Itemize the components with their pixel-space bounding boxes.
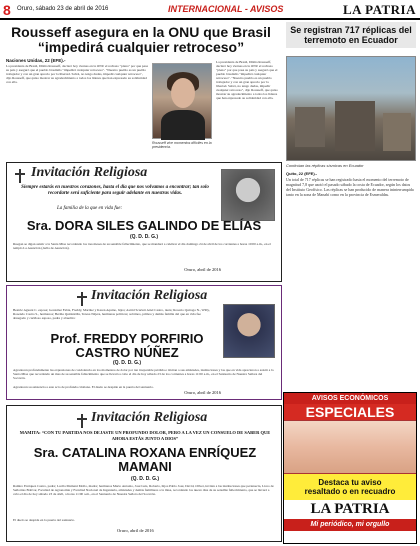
issue-date: Oruro, sábado 23 de abril de 2016	[17, 6, 109, 12]
notice-thanks: El duelo se despide en la puerta del santuario.	[13, 518, 76, 522]
notice-family: Beatriz Aguaré C. esposa; González Fabia, Freddy, Mariluz y Karen Aquino, hijos; Astrid Scarlett Ariel Castro, nieta; Rosario Quiroga N., Willy, Rosendo Castro S., hermanos; Bertha Quidantilla, Teresa Nájera, hermanas políticas; sobrinos, primos y demás familia del que en vida fue abnegado y cariñoso esposo, padre y abuelito:	[13, 308, 210, 320]
deceased-name: Prof. FREDDY PORFIRIO CASTRO NÚÑEZ	[50, 331, 204, 360]
obituary-notice-catalina	[6, 405, 282, 542]
qddg-label: (Q. D. D. G.)	[129, 234, 159, 240]
qddg-label: (Q. D. D. G.)	[130, 476, 160, 482]
notice-title: Invitación Religiosa	[91, 288, 208, 303]
main-photo-caption: Rousseff vive momentos difíciles en la presidencia.	[152, 141, 212, 149]
notice-body: Ramiro Enriquez Castro, padre; Lucila Mamani Mollo, madre; hermanos Mario Antonio, José Luis, Roberto, hijos Pablo José, David, Oliver, invitan a las instituciones que pertenecía, Liceo de Señoritas Bolívar, Facultad de Agronomía y Facultad Nacional de Ingeniería, amistades y demás familiares a la misa, recordando los nueve días de su sensible fallecimiento, que se llevará a cabo el día de hoy sábado 23 de abril, a horas 11:00 a.m., en el Santuario de Nuestra Señora del Socavón.	[13, 484, 274, 496]
side-body: Un total de 717 réplicas se han registrado hasta el momento del terremoto de magnitud 7,8 que azotó el pasado sábado la costa de Ecuador, según los datos del Instituto Geofísico. Las réplicas se han producido de manera ininterrumpida tanto en la zona de Manabí como en la provincia de Esmeraldas.	[286, 177, 414, 197]
side-article-header	[286, 22, 416, 48]
notice-sign: Oruro, abril de 2016	[117, 528, 154, 533]
page-number: 8	[3, 2, 11, 18]
cross-icon	[77, 292, 87, 306]
notice-title: Invitación Religiosa	[31, 165, 148, 180]
main-body-col1: La presidenta de Brasil, Dilma Rousseff, declaró hoy viernes en la ONU el rechazo "pleno" por que pasa su país y aseguró que el pueblo brasileño "impedirá cualquier retroceso". "Nuestro pueblo es un pueblo trabajador y con un gran aprecio por la libertad. Sabrá, no tengo dudas, impedir cualquier retroceso", dijo Rousseff, que quiso mostrar su agradecimiento a todos los líderes que han expresado su solidaridad con ella.	[6, 64, 148, 84]
notice-sign: Oruro, abril de 2016	[184, 267, 221, 272]
notice-thanks: Agradecen su asistencia a este acto de profunda cristiana. El duelo se despide en la puerta del santuario.	[13, 385, 154, 389]
side-headline: Se registran 717 réplicas del terremoto en Ecuador	[286, 22, 416, 48]
classifieds-ad	[283, 392, 417, 544]
deceased-name: Sra. CATALINA ROXANA ENRÍQUEZ MAMANI	[33, 445, 257, 474]
qddg-label: (Q. D. D. G.)	[112, 360, 142, 366]
main-headline: Rousseff asegura en la ONU que Brasil “impedirá cualquier retroceso”	[11, 24, 271, 55]
ad-title: ESPECIALES	[284, 404, 416, 420]
ad-logo: LA PATRIA	[284, 500, 416, 519]
page-header	[0, 0, 420, 20]
notice-quote: Siempre estarás en nuestros corazones, hasta el dia que nos volvamos a encontrar; tan solo recordarte será suficiente para seguir adelante en nuestras vidas.	[21, 185, 209, 196]
ad-promo-line2: resaltado o en recuadro	[284, 487, 416, 500]
earthquake-photo	[286, 56, 416, 161]
section-title: INTERNACIONAL - AVISOS	[168, 4, 284, 14]
notice-title: Invitación Religiosa	[91, 410, 208, 425]
portrait-photo	[223, 304, 275, 358]
side-photo-caption: Continúan las réplicas sísmicas en Ecuador	[286, 163, 364, 168]
notice-body: Ruegan se digan asistir a la Santa Misa recordando los tres meses de su sensible fallecimiento, que se mandará a celebrar el día domingo 24 de abril de los corrientes a horas 10:00 a.m., en el templo La Asunción (Avila de Asunción).	[13, 242, 271, 250]
deceased-name: Sra. DORA SILES GALINDO DE ELÍAS	[26, 218, 262, 233]
ad-illustration	[284, 420, 416, 474]
main-byline: Naciones Unidas, 22 (EFE).-	[6, 58, 66, 63]
family-line: La familia de la que en vida fue:	[57, 206, 123, 211]
main-body-col3: La presidenta de Brasil, Dilma Rousseff, declaró hoy viernes en la ONU el rechazo "pleno" por que pasa su país y aseguró que el pueblo brasileño "impedirá cualquier retroceso". "Nuestro pueblo es un pueblo trabajador y con un gran aprecio por la libertad. Sabrá, no tengo dudas, impedir cualquier retroceso", dijo Rousseff, que quiso mostrar su agradecimiento a todos los líderes que han expresado su solidaridad con ella.	[216, 60, 278, 100]
ad-slogan: Mi periódico, mi orgullo	[284, 519, 416, 531]
obituary-notice-dora	[6, 162, 282, 282]
portrait-photo	[221, 169, 275, 221]
notice-sign: Oruro, abril de 2016	[184, 390, 221, 395]
side-byline: Quito, 22 (EFE).-	[286, 171, 318, 176]
masthead: LA PATRIA	[343, 2, 416, 17]
cross-icon	[77, 414, 87, 428]
obituary-notice-freddy	[6, 285, 282, 400]
notice-body: Agradecen profundamente las expresiones de condolencia en los momentos de dolor por tan irreparable pérdida e invitan a sus amistades, instituciones y las que en vida apreciaron a asistir a la Santa Misa que recordando un mes de su sensible fallecimiento que se llevará a cabo el día de hoy sábado 23 de los corrientes a horas 11:00 a.m., en el Santuario de Nuestra Señora del Socavón.	[13, 368, 274, 380]
ad-promo-line1: Destaca tu aviso	[284, 474, 416, 487]
cross-icon	[15, 169, 25, 183]
notice-quote: MAMITA: “CON TU PARTIDA NOS DEJASTE UN PROFUNDO DOLOR, PERO A LA VEZ UN CONSUELO DE SABER QUE AHORA ESTÁS JUNTO A DIOS”	[19, 430, 271, 441]
rousseff-photo	[152, 63, 212, 139]
ad-label: AVISOS ECONÓMICOS	[284, 393, 416, 404]
